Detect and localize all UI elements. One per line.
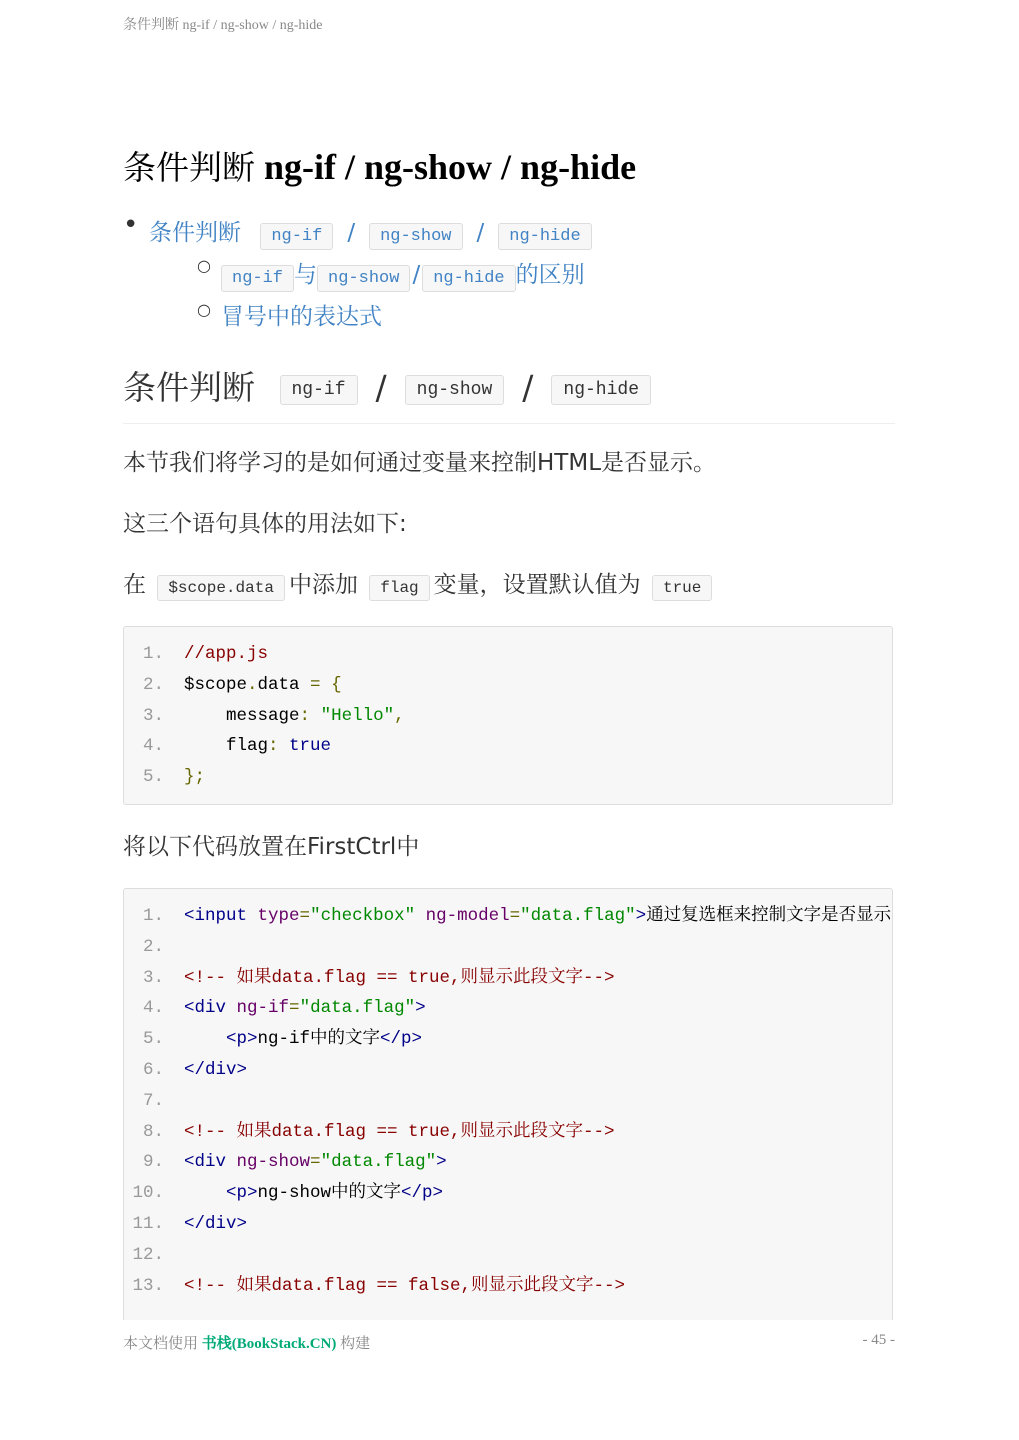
paragraph-usage: 这三个语句具体的用法如下: (123, 511, 407, 537)
line-number: 10. (132, 1183, 164, 1204)
code-line (124, 1240, 892, 1271)
code-token: //app.js (184, 644, 269, 664)
code-token: = (310, 1152, 321, 1173)
code-token: <p> (226, 1029, 258, 1050)
line-number: 11. (132, 1213, 164, 1234)
footer-brand-link[interactable]: 书栈(BookStack.CN) (201, 1336, 337, 1352)
line-number: 12. (132, 1244, 164, 1265)
bullet-circle-icon: ○ (197, 256, 211, 275)
code-token: = (299, 906, 311, 926)
line-number: 1. (142, 644, 164, 664)
code-token: 通过复选框来控制文字是否显示 (646, 906, 892, 926)
toc-separator: / (347, 220, 356, 246)
code-line (124, 1024, 892, 1055)
code-token: > (436, 1152, 447, 1173)
line-content (184, 1147, 447, 1178)
section-separator: / (375, 368, 387, 407)
line-content (184, 963, 615, 994)
code-token: : (299, 705, 311, 726)
code-line (124, 901, 892, 932)
toc-code-ng-if[interactable]: ng-if (260, 223, 333, 250)
toc-sub-text[interactable]: 与 (294, 262, 318, 288)
code-token: <!-- 如果data.flag == false,则显示此段文字--> (184, 1275, 626, 1296)
running-header: 条件判断 ng-if / ng-show / ng-hide (123, 18, 323, 33)
code-token: ng-if中的文字 (257, 1029, 381, 1050)
code-line (124, 1209, 892, 1240)
line-content (184, 1178, 443, 1209)
code-token: </p> (401, 1183, 444, 1204)
section-code-ng-show: ng-show (405, 375, 505, 405)
code-token: </p> (380, 1029, 423, 1050)
paragraph-intro: 本节我们将学习的是如何通过变量来控制HTML是否显示。 (123, 450, 717, 476)
toc-sub-item-2-text[interactable]: 冒号中的表达式 (221, 304, 382, 330)
line-number: 4. (142, 998, 164, 1019)
section-code-ng-if: ng-if (280, 375, 358, 405)
code-line (124, 1055, 892, 1086)
line-number: 7. (142, 1090, 164, 1111)
toc-item-1[interactable] (123, 210, 592, 247)
footer-prefix: 本文档使用 (123, 1336, 202, 1352)
code-line (124, 1147, 892, 1178)
line-content (184, 901, 891, 932)
line-number: 2. (142, 674, 164, 695)
code-token: "Hello" (320, 705, 395, 726)
toc-sub-code-ng-hide[interactable]: ng-hide (422, 265, 515, 292)
page-number: - 45 - (862, 1332, 895, 1348)
code-token: "data.flag" (520, 906, 636, 926)
code-token (279, 736, 290, 756)
code-token: > (415, 998, 426, 1019)
code-token: : (268, 736, 279, 757)
code-line (124, 670, 892, 701)
toc-separator: / (476, 220, 485, 246)
code-line (124, 1086, 892, 1117)
code-token: <p> (226, 1183, 258, 1204)
line-number: 5. (142, 767, 164, 788)
code-line (124, 731, 892, 762)
code-token: </div> (184, 1059, 248, 1080)
line-content (184, 993, 426, 1024)
code-token: ng-if (236, 998, 290, 1019)
section-heading (123, 362, 895, 424)
line-number: 13. (132, 1275, 164, 1296)
line-number: 3. (142, 967, 164, 988)
code-token: = (310, 674, 321, 695)
code-token: <div (184, 998, 227, 1019)
code-token: = (289, 998, 300, 1019)
code-line (124, 993, 892, 1024)
code-token: , (394, 705, 405, 726)
footer-credit (123, 1332, 370, 1353)
bullet-dot-icon: • (123, 210, 139, 240)
code-token: type (257, 906, 300, 926)
code-line (124, 762, 892, 793)
code-token: <!-- 如果data.flag == true,则显示此段文字--> (184, 967, 615, 988)
code-token: </div> (184, 1213, 248, 1234)
paragraph-scope (123, 566, 712, 599)
code-line (124, 639, 892, 670)
page-title (123, 142, 636, 189)
line-number: 5. (142, 1029, 164, 1050)
code-token (184, 1183, 226, 1203)
code-token: > (635, 906, 647, 926)
line-number: 9. (142, 1152, 164, 1173)
toc-sub-code-ng-show[interactable]: ng-show (317, 265, 410, 292)
toc-sub-item-1[interactable] (197, 256, 585, 289)
page-title-cn: 条件判断 (123, 148, 255, 187)
code-token (310, 706, 321, 726)
code-line (124, 932, 892, 963)
line-content (184, 762, 205, 793)
paragraph-text: 中添加 (288, 572, 358, 598)
toc-sub-item-2[interactable] (197, 298, 382, 331)
paragraph-text: 在 (123, 572, 146, 598)
bullet-circle-icon: ○ (197, 300, 211, 319)
line-content (184, 670, 342, 701)
line-content (184, 731, 331, 762)
code-token: { (320, 674, 342, 695)
code-token: ng-show (236, 1152, 311, 1173)
line-number: 8. (142, 1121, 164, 1142)
code-token: <input (184, 906, 248, 926)
line-content (184, 1271, 625, 1302)
code-token: = (509, 906, 521, 926)
line-number: 1. (142, 906, 164, 926)
code-token: data (257, 674, 311, 695)
section-separator: / (522, 368, 534, 407)
toc-sub-text[interactable]: 的区别 (515, 262, 585, 288)
code-token: "checkbox" (310, 906, 416, 926)
code-token (184, 1029, 226, 1049)
code-token: flag (184, 736, 269, 757)
line-number: 6. (142, 1059, 164, 1080)
code-block-html (123, 888, 893, 1320)
inline-code-scope-data: $scope.data (157, 575, 285, 601)
code-token: <!-- 如果data.flag == true,则显示此段文字--> (184, 1121, 615, 1142)
section-heading-text: 条件判断 (123, 368, 255, 407)
code-token (226, 1152, 237, 1172)
line-number: 2. (142, 936, 164, 957)
toc-code-ng-hide[interactable]: ng-hide (498, 223, 591, 250)
line-content (184, 701, 405, 732)
toc-separator: / (412, 262, 421, 288)
inline-code-true: true (652, 575, 712, 601)
line-content (184, 1117, 615, 1148)
paragraph-text: 变量，设置默认值为 (433, 572, 641, 598)
line-number: 3. (142, 705, 164, 726)
line-content (184, 1024, 422, 1055)
code-token: <div (184, 1152, 227, 1173)
code-token (226, 998, 237, 1018)
line-content (184, 1209, 247, 1240)
code-token (247, 906, 258, 926)
code-token: true (289, 736, 332, 757)
code-token: "data.flag" (320, 1152, 437, 1173)
code-token: ng-show中的文字 (257, 1183, 402, 1204)
code-token: . (247, 674, 258, 695)
section-code-ng-hide: ng-hide (551, 375, 651, 405)
code-token: ng-model (425, 906, 510, 926)
code-line (124, 1178, 892, 1209)
toc-sub-code-ng-if[interactable]: ng-if (221, 265, 294, 292)
inline-code-flag: flag (369, 575, 429, 601)
code-token: message (184, 705, 300, 726)
paragraph-firstctrl: 将以下代码放置在FirstCtrl中 (123, 834, 420, 860)
footer-suffix: 构建 (336, 1336, 371, 1352)
line-content (184, 639, 268, 670)
code-line (124, 963, 892, 994)
code-token: "data.flag" (299, 998, 416, 1019)
code-token (415, 906, 426, 926)
code-line (124, 701, 892, 732)
line-content (184, 1055, 247, 1086)
code-token: $scope (184, 674, 248, 695)
toc-item-1-text[interactable]: 条件判断 (149, 220, 241, 246)
toc-code-ng-show[interactable]: ng-show (369, 223, 462, 250)
code-line (124, 1117, 892, 1148)
line-number: 4. (142, 736, 164, 757)
code-token: }; (184, 767, 206, 788)
page-title-en: ng-if / ng-show / ng-hide (264, 147, 637, 187)
code-line (124, 1271, 892, 1302)
code-block-app-js (123, 626, 893, 805)
